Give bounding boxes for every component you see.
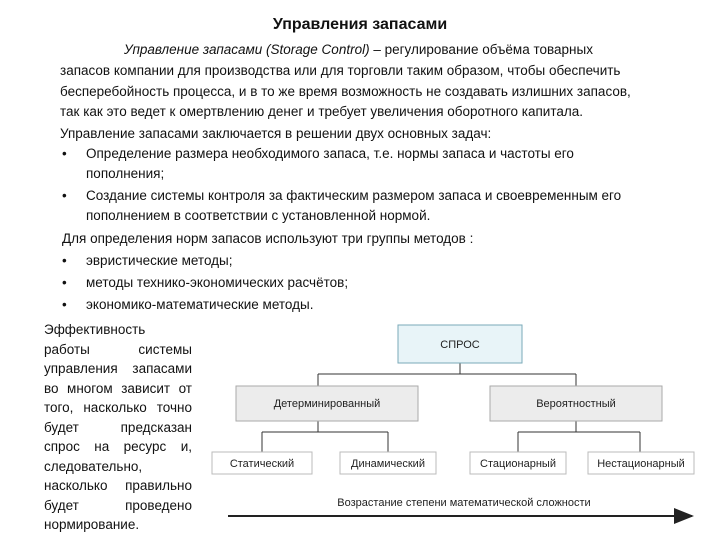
node-static — [212, 452, 312, 474]
node-deterministic — [236, 386, 418, 421]
task-1-line-1: Определение размера необходимого запаса, т.е. нормы запаса и частоты его — [86, 146, 574, 161]
connector-level1 — [262, 421, 640, 452]
side-line: насколько правильно — [44, 478, 192, 493]
node-deterministic-label: Детерминированный — [273, 398, 381, 410]
node-demand — [398, 325, 522, 363]
intro-line-1-rest: – регулирование объёма товарных — [369, 42, 593, 57]
term-storage-control: Управление запасами (Storage Control) — [124, 42, 370, 57]
node-static-label: Статический — [229, 458, 295, 470]
node-nonstationary-label: Нестационарный — [597, 458, 685, 470]
side-line: нормирование. — [44, 517, 140, 532]
bullet-method-1: • — [62, 253, 67, 268]
intro-line-4: так как это ведет к омертвлению денег и требует увеличения оборотного капитала. — [60, 104, 583, 119]
node-dynamic — [340, 452, 436, 474]
node-stationary — [470, 452, 566, 474]
methods-intro: Для определения норм запасов используют три группы методов : — [62, 231, 474, 246]
side-line: во многом зависит от — [44, 380, 192, 396]
node-stationary-label: Стационарный — [480, 458, 556, 470]
side-line: управления запасами — [44, 361, 192, 376]
intro-line-3: бесперебойность процесса, и в то же время возможность не создавать излишних запасов, — [60, 84, 631, 99]
tasks-intro: Управление запасами заключается в решении двух основных задач: — [60, 126, 492, 141]
bullet-method-2: • — [62, 275, 67, 290]
connector-root — [318, 363, 576, 386]
node-probabilistic — [490, 386, 662, 421]
task-2-line-1: Создание системы контроля за фактическим размером запаса и своевременным его — [86, 188, 622, 203]
bullet-task-1: • — [62, 146, 67, 161]
bullet-method-3: • — [62, 297, 67, 312]
side-line: будет проведено — [44, 497, 192, 513]
bullet-task-2: • — [62, 188, 67, 203]
side-line: будет предсказан — [44, 419, 192, 435]
task-1-line-2: пополнения; — [86, 166, 165, 181]
node-probabilistic-label: Вероятностный — [536, 398, 616, 410]
task-2-line-2: пополнением в соответствии с установленной нормой. — [86, 208, 431, 223]
side-line: спрос на ресурс и, — [44, 439, 192, 454]
page-title: Управления запасами — [272, 16, 448, 33]
node-dynamic-label: Динамический — [351, 458, 425, 470]
side-line: того, насколько точно — [44, 400, 192, 415]
method-1: эвристические методы; — [86, 253, 233, 268]
arrow-label: Возрастание степени математической сложности — [337, 497, 591, 509]
intro-line-2: запасов компании для производства или для торговли таким образом, чтобы обеспечить — [60, 63, 621, 78]
side-line: Эффективность — [44, 322, 146, 337]
side-line: работы системы — [44, 341, 192, 357]
node-nonstationary — [588, 452, 694, 474]
node-demand-label: СПРОС — [440, 339, 480, 351]
method-2: методы технико-экономических расчётов; — [86, 275, 349, 290]
side-line: следовательно, — [44, 458, 143, 474]
method-3: экономико-математические методы. — [86, 297, 314, 312]
